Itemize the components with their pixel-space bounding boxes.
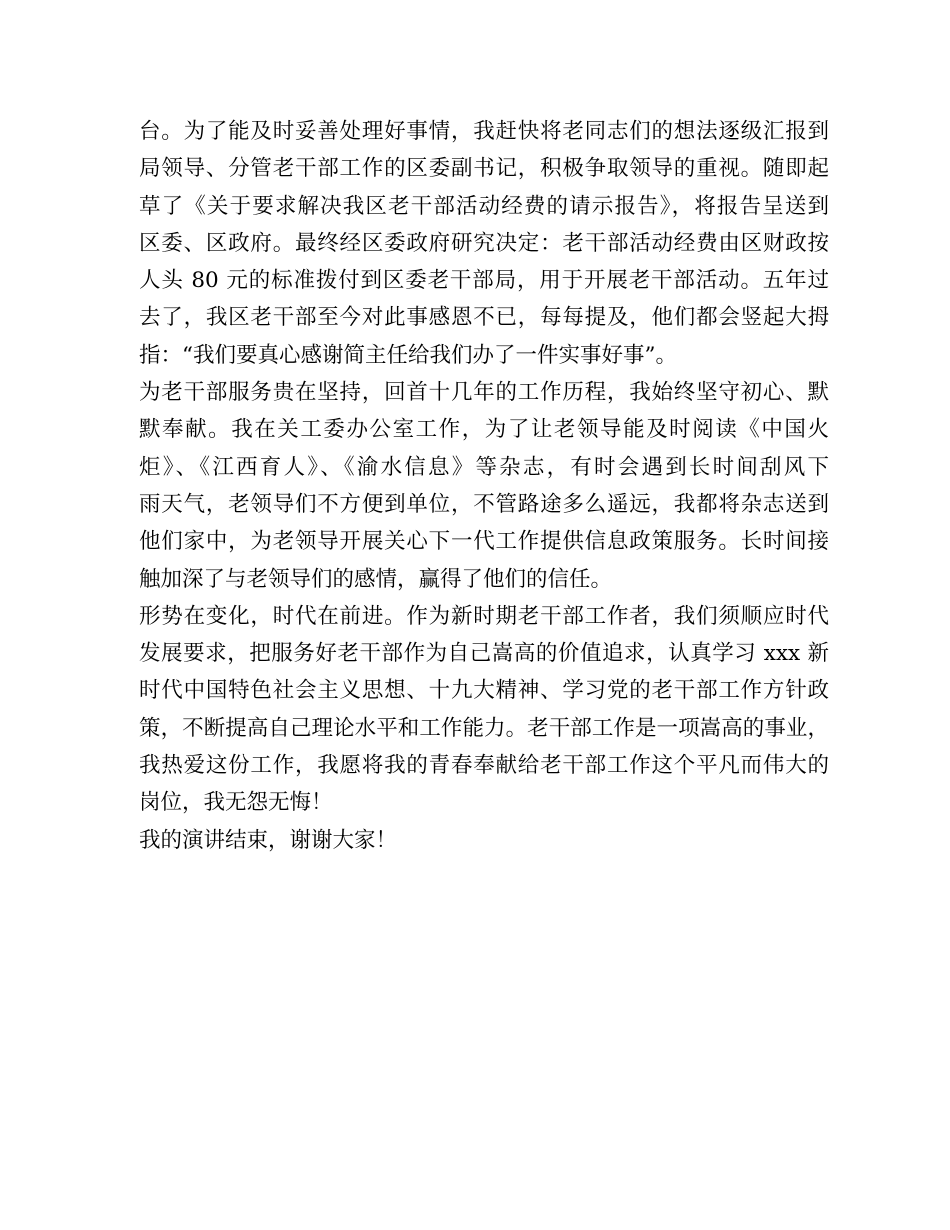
paragraph-line: 人头 80 元的标准拨付到区委老干部局，用于开展老干部活动。五年过 xyxy=(139,268,829,294)
paragraph-line: 局领导、分管老干部工作的区委副书记，积极争取领导的重视。随即起 xyxy=(139,156,829,182)
paragraph-line: 策，不断提高自己理论水平和工作能力。老干部工作是一项嵩高的事业， xyxy=(139,715,829,741)
paragraph-line: 触加深了与老领导们的感情，赢得了他们的信任。 xyxy=(139,566,613,592)
paragraph-line: 区委、区政府。最终经区委政府研究决定：老干部活动经费由区财政按 xyxy=(139,230,829,256)
paragraph-line: 时代中国特色社会主义思想、十九大精神、学习党的老干部工作方针政 xyxy=(139,678,829,704)
paragraph-line: 为老干部服务贵在坚持，回首十几年的工作历程，我始终坚守初心、默 xyxy=(139,380,829,406)
paragraph-line: 台。为了能及时妥善处理好事情，我赶快将老同志们的想法逐级汇报到 xyxy=(139,119,829,144)
paragraph-line: 他们家中，为老领导开展关心下一代工作提供信息政策服务。长时间接 xyxy=(139,529,829,555)
paragraph-1 xyxy=(139,113,829,374)
paragraph-line: 去了，我区老干部至今对此事感恩不已，每每提及，他们都会竖起大拇 xyxy=(139,305,829,331)
document-body xyxy=(139,113,829,859)
paragraph-line: 岗位，我无怨无悔！ xyxy=(139,790,333,816)
closing-line: 我的演讲结束，谢谢大家！ xyxy=(139,827,398,853)
paragraph-line: 雨天气，老领导们不方便到单位，不管路途多么遥远，我都将杂志送到 xyxy=(139,491,829,517)
paragraph-4 xyxy=(139,822,829,859)
paragraph-line: 默奉献。我在关工委办公室工作，为了让老领导能及时阅读《中国火 xyxy=(139,417,829,443)
paragraph-line: 发展要求，把服务好老干部作为自己嵩高的价值追求，认真学习 xxx 新 xyxy=(139,641,829,667)
paragraph-line: 形势在变化，时代在前进。作为新时期老干部工作者，我们须顺应时代 xyxy=(139,603,829,629)
paragraph-3 xyxy=(139,598,829,822)
paragraph-line: 我热爱这份工作，我愿将我的青春奉献给老干部工作这个平凡而伟大的 xyxy=(139,753,829,779)
paragraph-line: 草了《关于要求解决我区老干部活动经费的请示报告》，将报告呈送到 xyxy=(139,193,829,219)
paragraph-2 xyxy=(139,374,829,598)
paragraph-line: 指：“我们要真心感谢简主任给我们办了一件实事好事”。 xyxy=(139,342,677,368)
paragraph-line: 炬》、《江西育人》、《渝水信息》等杂志，有时会遇到长时间刮风下 xyxy=(139,454,829,480)
